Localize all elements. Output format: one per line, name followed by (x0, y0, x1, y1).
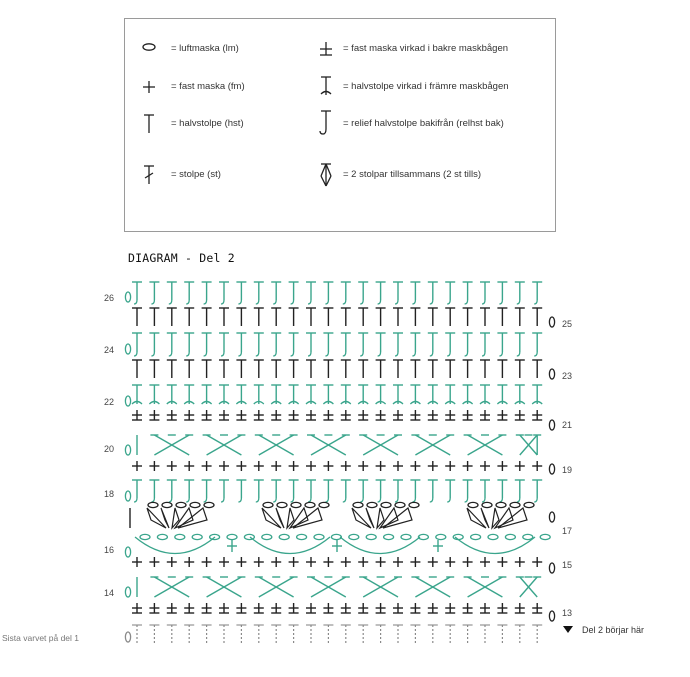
row-24-stitch-hook (412, 352, 415, 356)
legend-label-relief-hdc-back: = relief halvstolpe bakifrån (relhst bak) (343, 118, 504, 129)
row-26-stitch-hook (308, 300, 311, 304)
row-number-left: 18 (104, 489, 115, 499)
row-17-fan-chain (353, 502, 363, 507)
row-17-fan-chain (291, 502, 301, 507)
row-22-chain (125, 396, 130, 406)
row-13-chain (549, 611, 554, 621)
row-26-stitch-hook (517, 300, 520, 304)
diagram-title: DIAGRAM - Del 2 (128, 251, 235, 265)
row-24-stitch-hook (378, 352, 381, 356)
legend-label-chain: = luftmaska (lm) (171, 43, 239, 54)
row-17-fan-stitch (352, 508, 371, 528)
row-24-stitch-hook (256, 352, 259, 356)
row-18-stitch-hook (204, 498, 207, 502)
row-17-fan-chain (190, 502, 200, 507)
row-17-fan-chain (367, 502, 377, 507)
row-26-stitch-hook (291, 300, 294, 304)
row-16-chain (505, 534, 515, 539)
row-26-stitch-hook (343, 300, 346, 304)
row-24-stitch-hook (151, 352, 154, 356)
start-label: Del 2 börjar här (582, 625, 645, 635)
row-17-fan-stitch (161, 508, 169, 528)
row-18-stitch-hook (221, 498, 224, 502)
legend-label-hdc-front-loop: = halvstolpe virkad i främre maskbågen (343, 81, 509, 92)
row-18-chain (125, 491, 130, 501)
row-17-fan-stitch (262, 508, 281, 528)
row-24-stitch-hook (204, 352, 207, 356)
row-26-stitch-hook (482, 300, 485, 304)
row-26-stitch-hook (169, 300, 172, 304)
row-18-stitch-hook (412, 498, 415, 502)
row-19-chain (549, 464, 554, 474)
row-24-stitch-hook (186, 352, 189, 356)
row-16-chain (157, 534, 167, 539)
row-18-stitch-hook (465, 498, 468, 502)
row-18-stitch-hook (378, 498, 381, 502)
row-26-stitch-hook (204, 300, 207, 304)
row-number-left: 16 (104, 545, 115, 555)
row-18-stitch-hook (534, 498, 537, 502)
row-18-stitch-hook (151, 498, 154, 502)
row-25-chain (549, 317, 554, 327)
row-16-chain (471, 534, 481, 539)
row-17-fan-chain (319, 502, 329, 507)
row-16-chain (279, 534, 289, 539)
row-16-chain (297, 534, 307, 539)
row-24-chain (125, 344, 130, 354)
row-26-stitch-hook (534, 300, 537, 304)
row-17-fan-chain (510, 502, 520, 507)
row-17-fan-stitch (467, 508, 486, 528)
row-17-fan-stitch (377, 508, 384, 528)
row-26-stitch-hook (221, 300, 224, 304)
legend-label-half-double-crochet: = halvstolpe (hst) (171, 118, 244, 129)
row-26-stitch-hook (186, 300, 189, 304)
row-17-fan-chain (381, 502, 391, 507)
legend-label-double-crochet: = stolpe (st) (171, 169, 221, 180)
row-26-stitch-hook (395, 300, 398, 304)
row-16-chain (488, 534, 498, 539)
row-18-stitch-hook (395, 498, 398, 502)
row-18-stitch-hook (343, 498, 346, 502)
row-24-stitch-hook (169, 352, 172, 356)
row-16-chain (175, 534, 185, 539)
row-17-fan-stitch (366, 508, 374, 528)
row-26-stitch-hook (447, 300, 450, 304)
row-16-chain (349, 534, 359, 539)
row-18-stitch-hook (360, 498, 363, 502)
row-18-stitch-hook (517, 498, 520, 502)
row-18-stitch-hook (273, 498, 276, 502)
row-24-stitch-hook (499, 352, 502, 356)
row-17-fan-chain (524, 502, 534, 507)
row-17-fan-chain (409, 502, 419, 507)
row-24-stitch-hook (343, 352, 346, 356)
row-18-stitch-hook (134, 498, 137, 502)
row-17-fan-chain (395, 502, 405, 507)
legend-label-sc-back-loop: = fast maska virkad i bakre maskbågen (343, 43, 509, 54)
row-number-left: 22 (104, 397, 115, 407)
row-26-stitch-hook (412, 300, 415, 304)
row-26-stitch-hook (134, 300, 137, 304)
start-arrow-icon (563, 626, 573, 633)
row-16-chain (262, 534, 272, 539)
row-26-stitch-hook (273, 300, 276, 304)
row-18-stitch-hook (447, 498, 450, 502)
row-26-stitch-hook (325, 300, 328, 304)
row-16-chain (314, 534, 324, 539)
row-18-stitch-hook (169, 498, 172, 502)
row-18-stitch-hook (482, 498, 485, 502)
row-18-stitch-hook (291, 498, 294, 502)
row-number-left: 20 (104, 444, 115, 454)
row-17-chain (549, 512, 554, 522)
row-18-stitch-hook (430, 498, 433, 502)
row-17-fan-stitch (147, 508, 166, 528)
row-24-stitch-hook (360, 352, 363, 356)
legend-label-dc2tog: = 2 stolpar tillsammans (2 st tills) (343, 169, 482, 180)
row-number-left: 26 (104, 293, 115, 303)
row-24-stitch-hook (238, 352, 241, 356)
row-24-stitch-hook (291, 352, 294, 356)
row-16-chain (523, 534, 533, 539)
row-26-stitch-hook (465, 300, 468, 304)
row-17-fan-chain (468, 502, 478, 507)
row-number-right: 19 (562, 465, 573, 475)
row-26-stitch-hook (430, 300, 433, 304)
last-row-chain (125, 632, 130, 642)
row-26-stitch-hook (378, 300, 381, 304)
row-26-stitch-hook (256, 300, 259, 304)
row-17-fan-chain (176, 502, 186, 507)
row-number-left: 24 (104, 345, 115, 355)
row-26-stitch-hook (360, 300, 363, 304)
row-18-stitch-hook (325, 498, 328, 502)
row-number-right: 23 (562, 371, 573, 381)
row-17-fan-stitch (172, 508, 179, 528)
row-26-stitch-hook (238, 300, 241, 304)
row-number-left: 14 (104, 588, 115, 598)
row-23-chain (549, 369, 554, 379)
row-26-chain (125, 292, 130, 302)
row-number-right: 13 (562, 608, 573, 618)
row-18-stitch-hook (238, 498, 241, 502)
row-16-chain (140, 534, 150, 539)
row-17-fan-chain (277, 502, 287, 507)
last-row-label: Sista varvet på del 1 (2, 633, 80, 643)
row-16-chain (540, 534, 550, 539)
row-number-right: 15 (562, 560, 573, 570)
row-16-chain (366, 534, 376, 539)
row-17-fan-chain (204, 502, 214, 507)
row-24-stitch-hook (325, 352, 328, 356)
row-16-chain (401, 534, 411, 539)
row-17-fan-stitch (276, 508, 284, 528)
row-21-chain (549, 420, 554, 430)
row-16-chain (331, 534, 341, 539)
row-14-chain (125, 587, 130, 597)
row-24-stitch-hook (308, 352, 311, 356)
row-18-stitch-hook (256, 498, 259, 502)
row-16-chain (125, 547, 130, 557)
row-24-stitch-hook (482, 352, 485, 356)
row-17-fan-stitch (492, 508, 499, 528)
row-17-fan-chain (263, 502, 273, 507)
row-16-chain (227, 534, 237, 539)
row-20-chain (125, 445, 130, 455)
row-18-stitch-hook (308, 498, 311, 502)
row-15-chain (549, 563, 554, 573)
row-24-stitch-hook (447, 352, 450, 356)
row-24-stitch-hook (534, 352, 537, 356)
row-16-chain (436, 534, 446, 539)
row-24-stitch-hook (134, 352, 137, 356)
row-18-stitch-hook (499, 498, 502, 502)
row-17-fan-chain (162, 502, 172, 507)
row-number-right: 25 (562, 319, 573, 329)
row-26-stitch-hook (499, 300, 502, 304)
row-24-stitch-hook (273, 352, 276, 356)
row-number-right: 17 (562, 526, 573, 536)
row-18-stitch-hook (186, 498, 189, 502)
row-17-fan-chain (482, 502, 492, 507)
row-17-fan-chain (496, 502, 506, 507)
row-24-stitch-hook (221, 352, 224, 356)
row-16-chain (192, 534, 202, 539)
row-17-fan-chain (305, 502, 315, 507)
row-24-stitch-hook (395, 352, 398, 356)
legend-label-single-crochet: = fast maska (fm) (171, 81, 245, 92)
row-number-right: 21 (562, 420, 573, 430)
row-16-chain (384, 534, 394, 539)
row-24-stitch-hook (430, 352, 433, 356)
row-24-stitch-hook (517, 352, 520, 356)
row-26-stitch-hook (151, 300, 154, 304)
row-24-stitch-hook (465, 352, 468, 356)
row-17-fan-stitch (481, 508, 489, 528)
row-17-fan-chain (148, 502, 158, 507)
row-17-fan-stitch (287, 508, 294, 528)
